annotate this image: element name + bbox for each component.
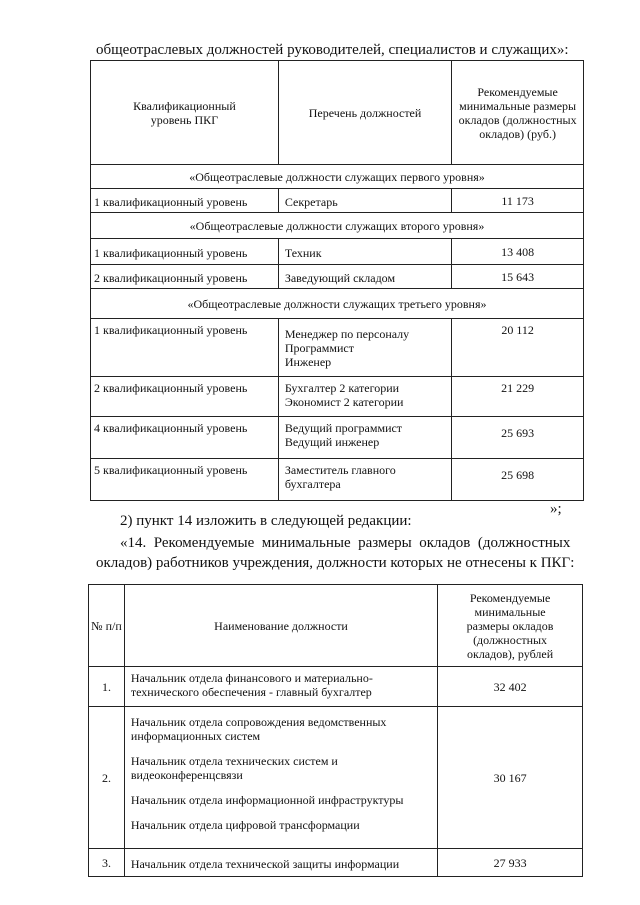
- salary-cell: 21 229: [452, 377, 584, 417]
- group-title: «Общеотраслевые должности служащих первого уровня»: [91, 165, 584, 189]
- table-row: [89, 667, 583, 707]
- salary-cell: 15 643: [452, 265, 584, 289]
- level-cell: 4 квалификационный уровень: [91, 417, 279, 459]
- table-row: [91, 239, 584, 265]
- level-cell: 5 квалификационный уровень: [91, 459, 279, 501]
- position-name: Начальник отдела технической защиты информации: [124, 849, 437, 877]
- table-row: [89, 707, 583, 849]
- positions-cell: Ведущий программист Ведущий инженер: [278, 417, 451, 459]
- positions-cell: Секретарь: [278, 189, 451, 213]
- salary-cell: 25 698: [452, 459, 584, 501]
- level-cell: 2 квалификационный уровень: [91, 265, 279, 289]
- position-name: Начальник отдела цифровой трансформации: [130, 818, 360, 832]
- salary-cell: 30 167: [438, 707, 583, 849]
- closing-mark: »;: [550, 501, 562, 517]
- position-name: Начальник отдела финансового и материально- технического обеспечения - главный бухгалтер: [124, 667, 437, 707]
- header-num: № п/п: [89, 585, 125, 667]
- table-row: [91, 377, 584, 417]
- position-name: Начальник отдела технических систем и видеоконференцсвязи: [130, 754, 338, 782]
- para-14-line-2: окладов) работников учреждения, должности которых не отнесены к ПКГ:: [96, 555, 575, 571]
- table-row: [91, 265, 584, 289]
- level-cell: 1 квалификационный уровень: [91, 319, 279, 377]
- level-cell: 1 квалификационный уровень: [91, 189, 279, 213]
- pkg-salary-table: [90, 60, 584, 501]
- salary-cell: 20 112: [452, 319, 584, 377]
- header-salary: Рекомендуемые минимальные размеры окладов (должностных окладов), рублей: [438, 585, 583, 667]
- group-title: «Общеотраслевые должности служащих второго уровня»: [91, 213, 584, 239]
- salary-cell: 11 173: [452, 189, 584, 213]
- table-row: [91, 189, 584, 213]
- header-salary: Рекомендуемые минимальные размеры окладов (должностных окладов) (руб.): [452, 61, 584, 165]
- table-row: [91, 319, 584, 377]
- salary-cell: 13 408: [452, 239, 584, 265]
- table-row: [89, 849, 583, 877]
- level-cell: 1 квалификационный уровень: [91, 239, 279, 265]
- positions-cell: Техник: [278, 239, 451, 265]
- level-cell: 2 квалификационный уровень: [91, 377, 279, 417]
- row-num: 2.: [89, 707, 125, 849]
- para-14-line-1: «14. Рекомендуемые минимальные размеры окладов (должностных: [120, 535, 571, 551]
- row-num: 3.: [89, 849, 125, 877]
- header-positions: Перечень должностей: [278, 61, 451, 165]
- group-title-row: [91, 213, 584, 239]
- group-title-row: [91, 165, 584, 189]
- positions-cell: Заведующий складом: [278, 265, 451, 289]
- non-pkg-salary-table: [88, 584, 583, 877]
- position-name: Начальник отдела сопровождения ведомственных информационных систем: [130, 715, 387, 743]
- table-header-row: [91, 61, 584, 165]
- table-row: [91, 459, 584, 501]
- table-row: [91, 417, 584, 459]
- header-name: Наименование должности: [124, 585, 437, 667]
- position-name: Начальник отдела информационной инфраструктуры: [130, 793, 404, 807]
- position-name-group: [124, 707, 437, 849]
- salary-cell: 27 933: [438, 849, 583, 877]
- header-level: Квалификационный уровень ПКГ: [91, 61, 279, 165]
- item-2-text: 2) пункт 14 изложить в следующей редакции:: [120, 513, 412, 529]
- positions-cell: Заместитель главного бухгалтера: [278, 459, 451, 501]
- group-title: «Общеотраслевые должности служащих третьего уровня»: [91, 289, 584, 319]
- salary-cell: 25 693: [452, 417, 584, 459]
- table-header-row: [89, 585, 583, 667]
- positions-cell: Менеджер по персоналу Программист Инженер: [278, 319, 451, 377]
- salary-cell: 32 402: [438, 667, 583, 707]
- group-title-row: [91, 289, 584, 319]
- row-num: 1.: [89, 667, 125, 707]
- positions-cell: Бухгалтер 2 категории Экономист 2 категории: [278, 377, 451, 417]
- intro-line: общеотраслевых должностей руководителей, специалистов и служащих»:: [96, 42, 569, 58]
